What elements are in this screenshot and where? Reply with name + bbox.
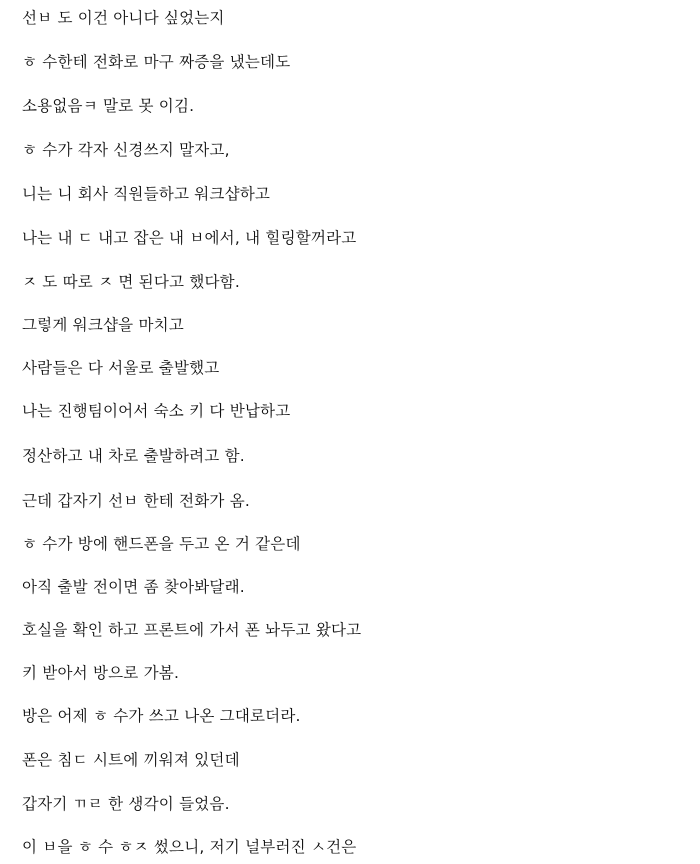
text-line: 사람들은 다 서울로 출발했고 [22,359,220,377]
text-line: 정산하고 내 차로 출발하려고 함. [22,447,245,465]
text-line: ㅎ 수가 방에 핸드폰을 두고 온 거 같은데 [22,535,301,553]
text-line: 이 ㅂ을 ㅎ 수 ㅎㅈ 썼으니, 저기 널부러진 ㅅ건은 [22,838,357,856]
text-line: 방은 어제 ㅎ 수가 쓰고 나온 그대로더라. [22,707,301,725]
text-line: 나는 내 ㄷ 내고 잡은 내 ㅂ에서, 내 힐링할꺼라고 [22,229,357,247]
text-line: 키 받아서 방으로 가봄. [22,664,180,682]
text-line: 호실을 확인 하고 프론트에 가서 폰 놔두고 왔다고 [22,621,362,639]
text-line: 아직 출발 전이면 좀 찾아봐달래. [22,578,245,596]
text-line: 니는 니 회사 직원들하고 워크샵하고 [22,185,271,203]
text-line: 선ㅂ 도 이건 아니다 싶었는지 [22,9,225,27]
text-line: ㅎ 수가 각자 신경쓰지 말자고, [22,141,230,159]
text-line: 그렇게 워크샵을 마치고 [22,316,184,334]
text-line: 갑자기 ㄲㄹ 한 생각이 들었음. [22,795,230,813]
text-line: 근데 갑자기 선ㅂ 한테 전화가 옴. [22,492,251,510]
text-line: 소용없음ㅋ 말로 못 이김. [22,97,195,115]
text-line: 폰은 침ㄷ 시트에 끼워져 있던데 [22,751,240,769]
text-line: 나는 진행팀이어서 숙소 키 다 반납하고 [22,402,291,420]
text-line: ㅈ 도 따로 ㅈ 면 된다고 했다함. [22,273,240,291]
text-line: ㅎ 수한테 전화로 마구 짜증을 냈는데도 [22,53,291,71]
